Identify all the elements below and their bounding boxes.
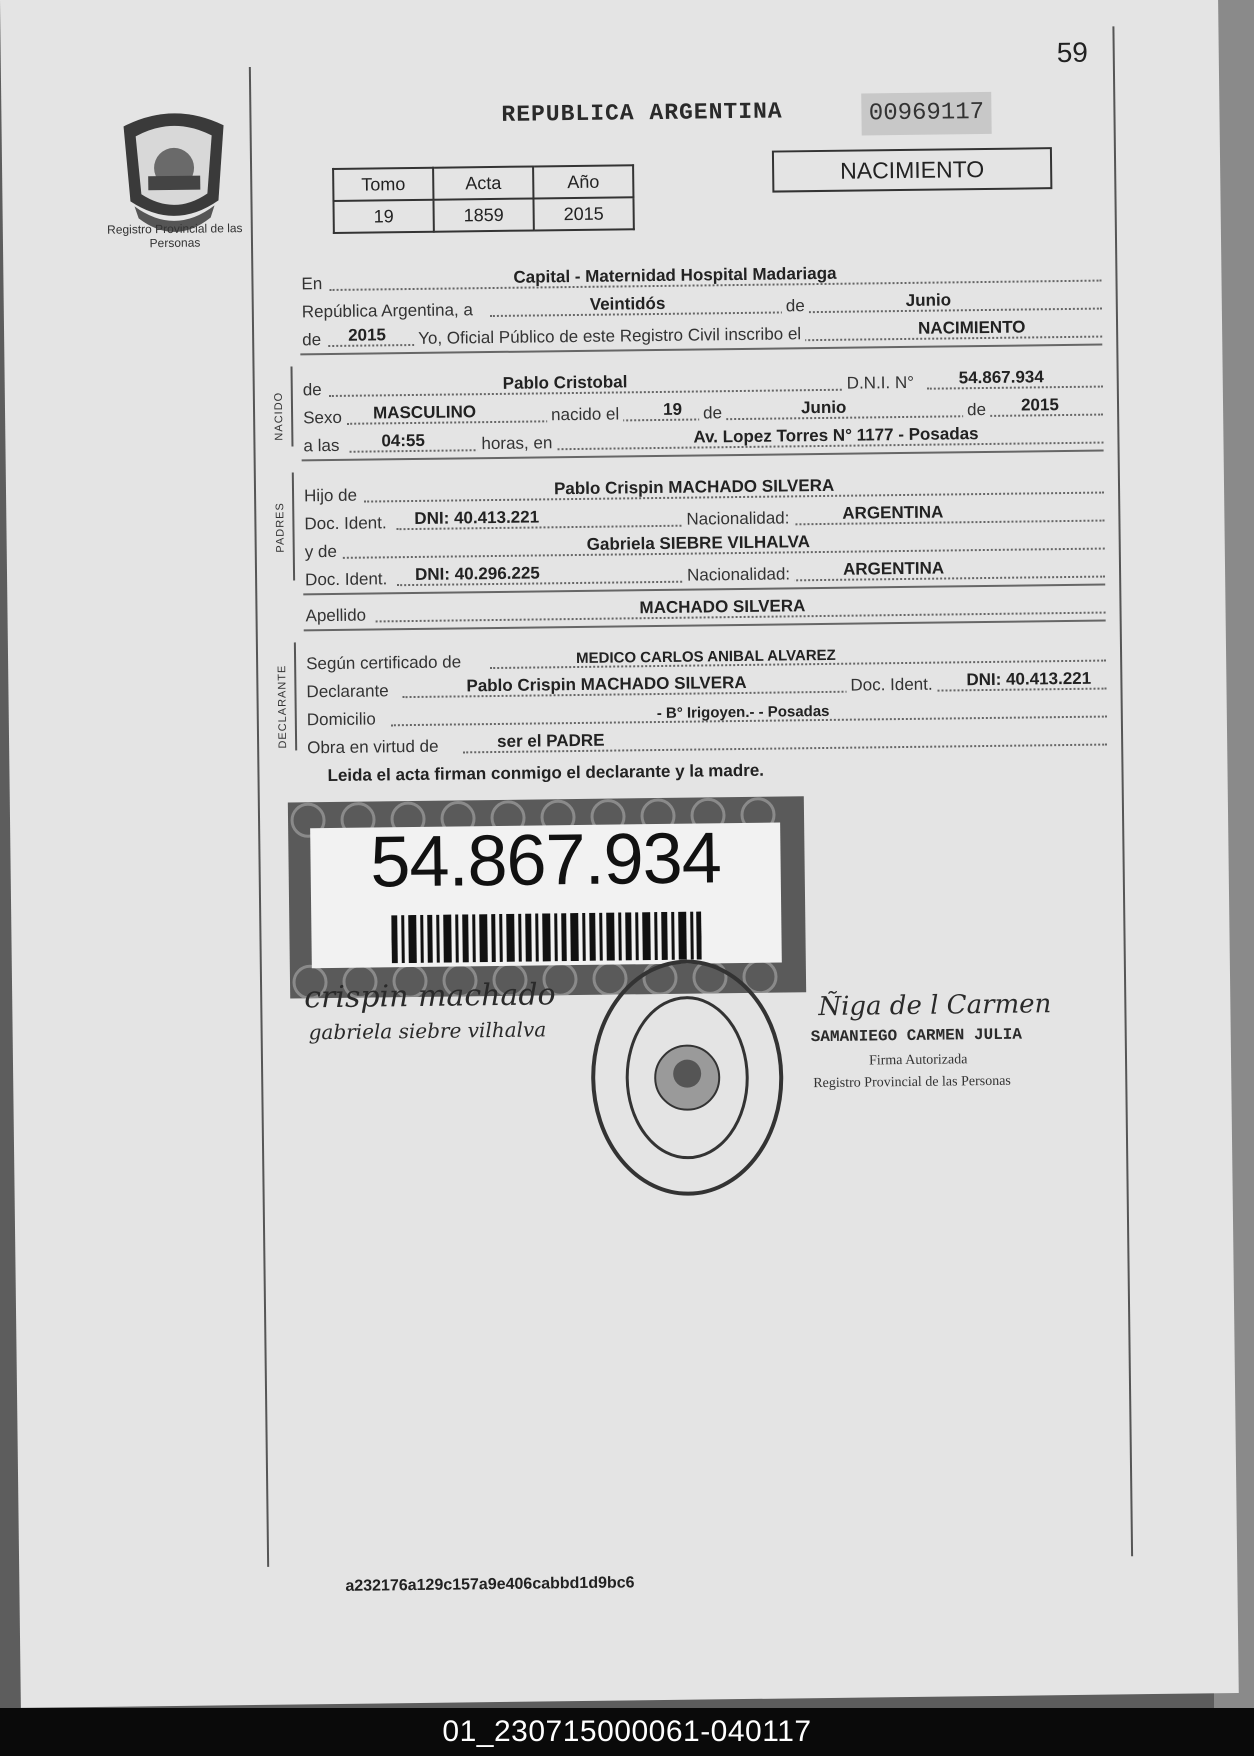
declarant-dni: DNI: 40.413.221 [966,668,1092,690]
nacido-el-label: nacido el [547,404,623,425]
registry-logo-caption: Registro Provincial de las Personas [107,221,243,251]
child-name: Pablo Cristobal [502,372,628,393]
acta-value: 1859 [433,198,533,231]
mother-nationality: ARGENTINA [842,558,945,579]
father-name: Pablo Crispin MACHADO SILVERA [553,475,835,499]
declarante-label: Declarante [306,681,389,702]
father-doc-label: Doc. Ident. [304,513,387,534]
sexo-label: Sexo [303,407,342,428]
page-number: 59 [1056,36,1089,69]
declarant-signature: crispin machado [303,977,556,1016]
domicile-value: - B° Irigoyen.- - Posadas [656,702,830,723]
mother-dni: DNI: 40.296.225 [414,563,540,584]
acta-header: Acta [433,166,533,199]
de2-label: de [302,330,322,350]
father-dni: DNI: 40.413.221 [414,507,540,528]
de-label-3: de [963,400,990,420]
serial-number-stamp: 00969117 [861,92,992,136]
certificado-label: Según certificado de [306,652,462,674]
father-nat-label: Nacionalidad: [682,508,793,529]
official-signature: Ñiga de l Carmen [818,989,1052,1023]
child-dni: 54.867.934 [958,367,1044,388]
obra-label: Obra en virtud de [307,736,439,758]
surname-value: MACHADO SILVERA [639,596,806,618]
reason-value: ser el PADRE [496,730,605,751]
declarant-name: Pablo Crispin MACHADO SILVERA [466,672,747,696]
official-title: Firma Autorizada [868,1052,968,1069]
declarante-section-label: DECLARANTE [276,664,290,749]
hijo-de-label: Hijo de [303,485,358,506]
dni-label: D.N.I. N° [843,373,918,394]
nacido-de-label: de [302,380,322,400]
yo-label: Yo, Oficial Público de este Registro Civil inscribo el [414,324,805,349]
certificate-doctor: MEDICO CARLOS ANIBAL ALVAREZ [575,646,836,668]
birth-month: Junio [800,397,847,418]
mother-signature: gabriela siebre vilhalva [308,1017,547,1045]
tomo-acta-ano-table [332,164,635,234]
month-value: Junio [905,290,952,310]
document-type-box: NACIMIENTO [772,147,1052,192]
apellido-label: Apellido [305,605,367,626]
de-label-2: de [699,403,726,423]
right-margin-line [1112,26,1133,1556]
day-value: Veintidós [589,293,666,314]
en-label: En [301,274,323,294]
republic-label: República Argentina, a [301,300,473,322]
sex-value: MASCULINO [372,402,477,423]
ano-header: Año [533,165,633,198]
year-value: 2015 [348,325,387,345]
a-las-label: a las [303,435,340,456]
mother-doc-label: Doc. Ident. [304,569,388,590]
dni-sticker-number: 54.867.934 [369,818,722,903]
father-nationality: ARGENTINA [842,502,944,523]
de-label: de [782,296,809,316]
y-de-label: y de [304,541,338,562]
ano-value: 2015 [533,197,633,230]
birth-time: 04:55 [381,430,426,451]
document-hash: a232176a129c157a9e406cabbd1d9bc6 [345,1574,635,1595]
birth-address: Av. Lopez Torres N° 1177 - Posadas [693,424,979,447]
tomo-value: 19 [333,200,433,233]
barcode-icon [391,912,702,964]
nacido-section-label: NACIDO [272,391,286,441]
mother-name: Gabriela SIEBRE VILHALVA [586,532,811,554]
left-margin-line [249,67,269,1567]
official-seal-icon [588,956,787,1198]
official-name: SAMANIEGO CARMEN JULIA [810,1025,1023,1047]
closing-statement: Leida el acta firman conmigo el declarante y la madre. [327,760,765,786]
country-title: REPUBLICA ARGENTINA [501,98,783,128]
official-org: Registro Provincial de las Personas [813,1073,1011,1092]
domicilio-label: Domicilio [306,709,376,730]
scan-file-caption: 01_230715000061-040117 [442,1715,812,1748]
mother-nat-label: Nacionalidad: [683,564,794,585]
tomo-header: Tomo [333,168,433,201]
event-value: NACIMIENTO [917,317,1026,338]
padres-section-label: PADRES [274,502,287,553]
horas-label: horas, en [477,433,556,454]
birth-year: 2015 [1020,395,1059,415]
declarant-doc-label: Doc. Ident. [846,675,936,696]
place-value: Capital - Maternidad Hospital Madariaga [513,263,837,287]
birth-day: 19 [662,399,683,419]
